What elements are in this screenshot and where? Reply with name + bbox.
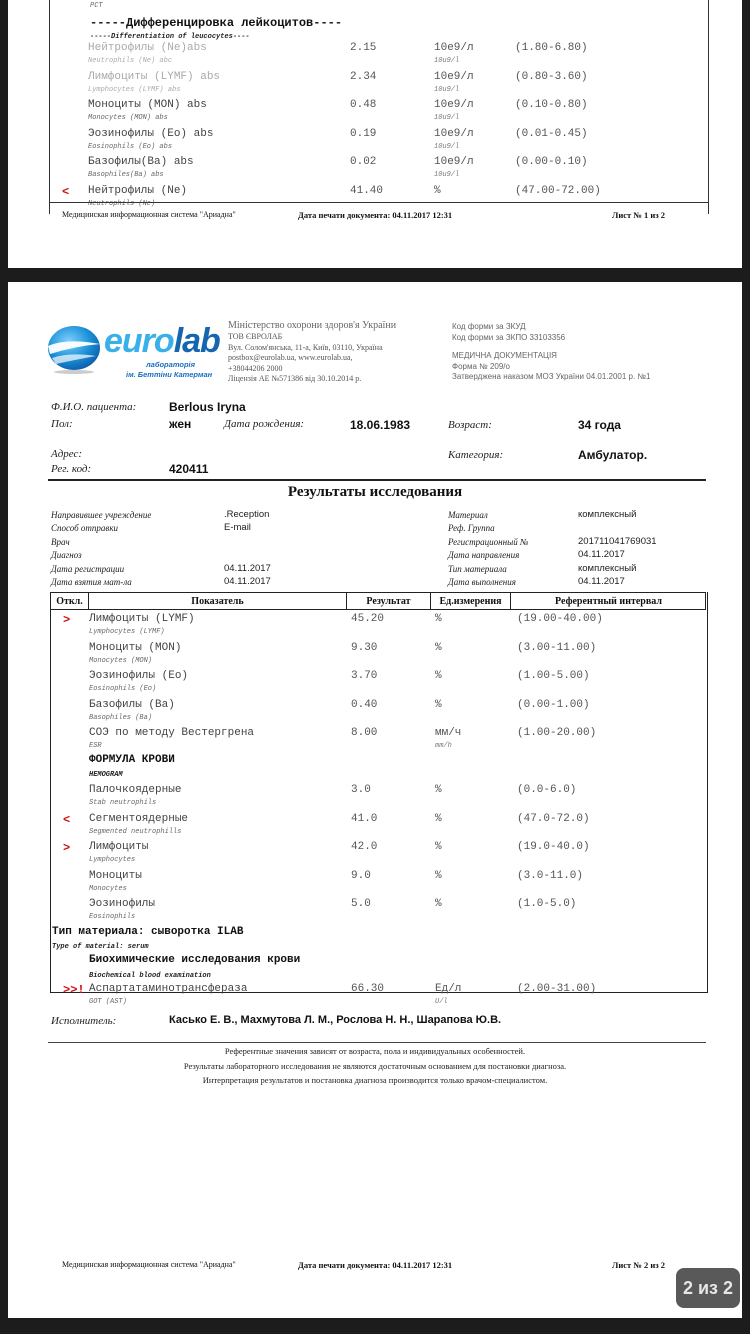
parameter-name: Сегментоядерные — [89, 812, 189, 825]
logo-line2: ім. Беттіни Катерман — [126, 370, 213, 379]
reference-range: (0.00-0.10) — [515, 156, 588, 168]
parameter-name-en: Lymphocytes — [89, 856, 136, 864]
result-value: 2.15 — [350, 42, 377, 54]
reference-range: (1.00-20.00) — [517, 727, 597, 739]
result-value: 66.30 — [351, 983, 385, 995]
unit-en: 10u9/l — [434, 171, 460, 179]
unit: % — [435, 812, 442, 825]
table-row — [51, 898, 707, 926]
dob-label: Дата рождения: — [224, 418, 305, 430]
reg-code: 420411 — [169, 462, 209, 476]
material-title: Тип материала: сыворотка ILAB — [52, 926, 244, 938]
parameter-name-en: Neutrophils (Ne) abc — [88, 57, 173, 65]
reference-range: (2.00-31.00) — [517, 983, 597, 995]
results-title: Результаты исследования — [287, 484, 463, 500]
parameter-name-en: Basophiles (Ba) — [89, 713, 153, 722]
flag-indicator: > — [63, 841, 71, 855]
result-value: 0.02 — [350, 156, 377, 168]
performers: Касько Е. В., Махмутова Л. М., Рослова Н. Н., Шарапова Ю.В. — [169, 1014, 502, 1026]
table-row — [51, 841, 707, 869]
header-unit: Ед.измерения — [431, 593, 511, 609]
patient-age: 34 года — [578, 418, 621, 432]
parameter-name-en: GOT (AST) — [89, 998, 127, 1006]
org-address: Вул. Солом'янська, 11-а, Київ, 03110, Україна — [228, 342, 383, 352]
parameter-name: Эозинофилы (Eo) — [89, 670, 189, 682]
biochem-subtitle: Biochemical blood examination — [89, 972, 211, 980]
globe-logo-icon — [46, 324, 102, 374]
result-value: 41.0 — [351, 812, 378, 825]
meta-value: 201711041769031 — [578, 535, 657, 547]
parameter-name-en: Neutrophils (Ne) — [88, 199, 156, 208]
unit: % — [435, 898, 442, 910]
unit-en: 10u9/l — [434, 85, 460, 94]
parameter-name: Эозинофилы — [89, 898, 156, 910]
meta-label: Направившее учреждение — [51, 510, 152, 520]
eurolab-logo — [46, 320, 221, 382]
form-zkpo: Код форми за ЗКПО 33103356 — [452, 332, 566, 342]
unit: 10e9/л — [434, 42, 474, 54]
meta-label: Дата направления — [448, 550, 520, 561]
flag-indicator: >>! — [63, 983, 85, 997]
reference-range: (0.10-0.80) — [515, 99, 588, 111]
footer-sheet-number: Лист № 1 из 2 — [612, 210, 666, 220]
page-indicator-badge: 2 из 2 — [676, 1268, 740, 1308]
unit: % — [435, 613, 442, 625]
header-parameter: Показатель — [89, 593, 347, 609]
brand-lab: lab — [173, 322, 220, 360]
unit: % — [435, 784, 442, 796]
page1-frame-bottom — [49, 202, 708, 203]
unit: Ед/л — [435, 983, 462, 995]
result-value: 0.40 — [351, 698, 378, 711]
unit-en: 10u9/l — [434, 114, 460, 122]
result-value: 3.0 — [351, 784, 371, 796]
parameter-name: Базофилы(Ba) abs — [88, 156, 194, 168]
parameter-name-en: Eosinophils — [89, 913, 136, 921]
parameter-name: Лимфоциты (LYMF) — [89, 613, 195, 625]
reference-range: (3.0-11.0) — [517, 869, 584, 882]
table-row — [51, 642, 707, 670]
parameter-name: Нейтрофилы (Ne)abs — [88, 42, 207, 54]
document-page-1 — [8, 0, 742, 268]
meta-value: 04.11.2017 — [224, 576, 271, 587]
parameter-name-en: Monocytes — [89, 884, 127, 893]
table-row — [51, 670, 707, 698]
unit-en: 10u9/l — [434, 142, 460, 151]
reference-range: (47.00-72.00) — [515, 184, 601, 197]
org-block — [228, 320, 396, 385]
parameter-name-en: Monocytes (MON) abs — [88, 114, 168, 122]
material-subtitle: Type of material: serum — [52, 943, 149, 951]
parameter-name: Палочкоядерные — [89, 784, 182, 796]
reference-range: (1.0-5.0) — [517, 898, 577, 910]
form-number: Форма № 209/о — [452, 361, 510, 371]
reference-range: (0.80-3.60) — [515, 70, 588, 83]
org-contacts: postbox@eurolab.ua, www.eurolab.ua, — [228, 353, 353, 362]
parameter-name: Лимфоциты (LYMF) abs — [88, 70, 221, 83]
meta-value: 04.11.2017 — [578, 576, 625, 587]
meta-label: Материал — [448, 510, 488, 520]
reference-range: (19.00-40.00) — [517, 613, 603, 625]
patient-name-label: Ф.И.О. пациента: — [51, 401, 137, 413]
parameter-name: Моноциты — [89, 869, 142, 882]
result-value: 9.0 — [351, 869, 371, 882]
result-value: 2.34 — [350, 70, 377, 83]
parameter-name: Лимфоциты — [89, 841, 149, 853]
unit-en: 10u9/l — [434, 57, 460, 65]
unit: % — [435, 841, 442, 853]
result-value: 0.48 — [350, 99, 377, 111]
unit: 10e9/л — [434, 156, 474, 168]
results-table — [50, 592, 708, 1006]
patient-name: Berlous Iryna — [169, 400, 246, 414]
age-label: Возраст: — [448, 419, 492, 431]
meta-value: комплексный — [578, 509, 637, 520]
patient-dob: 18.06.1983 — [350, 418, 411, 432]
brand-euro: euro — [104, 322, 174, 360]
unit: 10e9/л — [434, 99, 474, 111]
meta-value: E-mail — [224, 522, 251, 534]
unit: % — [434, 184, 441, 197]
sex-label: Пол: — [51, 418, 73, 430]
parameter-name: СОЭ по методу Вестергрена — [89, 727, 255, 739]
meta-label: Регистрационный № — [448, 536, 529, 547]
reference-range: (0.01-0.45) — [515, 127, 588, 140]
reference-range: (0.0-6.0) — [517, 784, 577, 796]
unit: 10e9/л — [434, 127, 474, 140]
meta-label: Дата выполнения — [448, 577, 516, 587]
meta-value: комплексный — [578, 562, 637, 574]
org-company: ТОВ ЄВРОЛАБ — [228, 332, 283, 341]
disclaimer-line: Результаты лабораторного исследования не являются достаточным основанием для постановки диагноза. — [183, 1060, 567, 1071]
divider — [48, 479, 706, 481]
meta-label: Тип материала — [448, 563, 507, 574]
reg-code-label: Рег. код: — [51, 463, 92, 475]
unit: % — [435, 670, 442, 682]
parameter-name: Эозинофилы (Eo) abs — [88, 127, 214, 140]
address-label: Адрес: — [51, 448, 83, 460]
footer-print-date: Дата печати документа: 04.11.2017 12:31 — [298, 210, 453, 220]
reference-range: (3.00-11.00) — [517, 641, 597, 654]
header-reference: Референтный интервал — [555, 596, 662, 607]
table-row — [8, 71, 742, 99]
footer-sheet-number: Лист № 2 из 2 — [612, 1260, 666, 1270]
parameter-name-en: Lymphocytes (LYMF) — [89, 628, 165, 636]
reference-range: (0.00-1.00) — [517, 698, 590, 711]
disclaimer-line: Интерпретация результатов и постановка диагноза производится только врачом-специалистом. — [202, 1075, 548, 1085]
parameter-name: Аспартатаминотрансфераза — [89, 983, 248, 995]
unit: % — [435, 641, 442, 654]
result-value: 5.0 — [351, 898, 371, 910]
brand-name — [104, 322, 220, 360]
parameter-name-en: Basophiles(Ba) abs — [88, 171, 164, 179]
table-row — [8, 42, 742, 70]
org-ministry: Міністерство охорони здоров'я України — [228, 320, 397, 331]
reference-range: (47.0-72.0) — [517, 812, 590, 825]
table-row — [51, 784, 707, 812]
form-doc-type: МЕДИЧНА ДОКУМЕНТАЦІЯ — [452, 351, 557, 360]
hemogram-subtitle: HEMOGRAM — [89, 771, 123, 779]
result-value: 41.40 — [350, 184, 384, 197]
biochem-title: Биохимические исследования крови — [89, 954, 301, 966]
logo-line1: лабораторія — [146, 360, 196, 369]
patient-sex: жен — [169, 417, 192, 431]
meta-label: Способ отправки — [51, 523, 119, 534]
unit: % — [435, 698, 442, 711]
unit: 10e9/л — [434, 70, 474, 83]
footer-system: Медицинская информационная система "Ариадна" — [62, 210, 236, 219]
meta-value: 04.11.2017 — [224, 562, 271, 574]
form-block — [452, 322, 650, 383]
result-value: 8.00 — [351, 727, 378, 739]
reference-range: (1.80-6.80) — [515, 42, 588, 54]
footer-print-date: Дата печати документа: 04.11.2017 12:31 — [298, 1260, 453, 1270]
unit-en: mm/h — [435, 742, 452, 750]
meta-label: Врач — [51, 536, 70, 547]
parameter-name: Моноциты (MON) abs — [88, 99, 207, 111]
table-row — [51, 870, 707, 898]
meta-value: 04.11.2017 — [578, 549, 625, 561]
unit-en: U/l — [435, 998, 448, 1006]
document-page-2 — [8, 282, 742, 1318]
section-title: -----Дифференцировка лейкоцитов---- — [90, 16, 343, 30]
result-value: 42.0 — [351, 841, 378, 853]
reference-range: (1.00-5.00) — [517, 670, 590, 682]
result-value: 3.70 — [351, 670, 378, 682]
parameter-name-en: Stab neutrophils — [89, 799, 157, 807]
parameter-name: Моноциты (MON) — [89, 641, 182, 654]
table-row — [51, 699, 707, 727]
table-row — [51, 727, 707, 755]
patient-category: Амбулатор. — [578, 448, 648, 462]
table-row — [8, 185, 742, 213]
header-flag: Откл. — [51, 593, 89, 609]
disclaimer-line: Референтные значения зависят от возраста, пола и индивидуальных особенностей. — [224, 1046, 526, 1056]
parameter-name-en: Lymphocytes (LYMF) abs — [88, 85, 181, 94]
footer-system: Медицинская информационная система "Ариадна" — [62, 1260, 236, 1269]
header-result: Результат — [347, 593, 431, 609]
result-value: 45.20 — [351, 613, 385, 625]
table-row — [8, 99, 742, 127]
reference-range: (19.0-40.0) — [517, 841, 590, 853]
meta-label: Диагноз — [51, 550, 82, 561]
performer-label: Исполнитель: — [51, 1015, 117, 1027]
result-value: 9.30 — [351, 641, 378, 654]
form-approved: Затверджена наказом МОЗ України 04.01.2001 р. №1 — [452, 372, 651, 381]
parameter-name-en: Monocytes (MON) — [89, 656, 153, 665]
table-row — [51, 613, 707, 641]
hemogram-title: ФОРМУЛА КРОВИ — [89, 754, 175, 766]
parameter-name-en: Segmented neutrophills — [89, 827, 182, 836]
flag-indicator: < — [62, 184, 70, 199]
category-label: Категория: — [448, 449, 504, 461]
flag-indicator: > — [63, 613, 71, 627]
flag-indicator: < — [63, 812, 71, 827]
table-row — [8, 156, 742, 184]
parameter-name: Базофилы (Ba) — [89, 698, 175, 711]
unit: % — [435, 869, 442, 882]
result-value: 0.19 — [350, 127, 377, 140]
parameter-name-en: ESR — [89, 742, 102, 750]
table-row — [51, 813, 707, 841]
form-zkud: Код форми за ЗКУД — [452, 322, 526, 331]
meta-label: Реф. Группа — [448, 523, 495, 534]
meta-label: Дата взятия мат-ла — [51, 577, 132, 587]
table-row — [51, 983, 707, 1011]
parameter-name: Нейтрофилы (Ne) — [88, 184, 188, 197]
parameter-name-en: Eosinophils (Eo) — [89, 685, 157, 693]
prev-row-subtitle: PCT — [90, 2, 103, 10]
parameter-name-en: Eosinophils (Eo) abs — [88, 142, 173, 151]
meta-value: .Reception — [224, 509, 270, 520]
unit: мм/ч — [435, 727, 462, 739]
footer-divider — [48, 1042, 706, 1043]
org-phone: +38044206 2000 — [228, 363, 283, 373]
table-row — [8, 128, 742, 156]
section-subtitle: -----Differentiation of leucocytes---- — [90, 33, 250, 41]
meta-label: Дата регистрации — [51, 563, 125, 574]
org-license: Ліцензія АЕ №571386 від 30.10.2014 р. — [228, 374, 362, 383]
